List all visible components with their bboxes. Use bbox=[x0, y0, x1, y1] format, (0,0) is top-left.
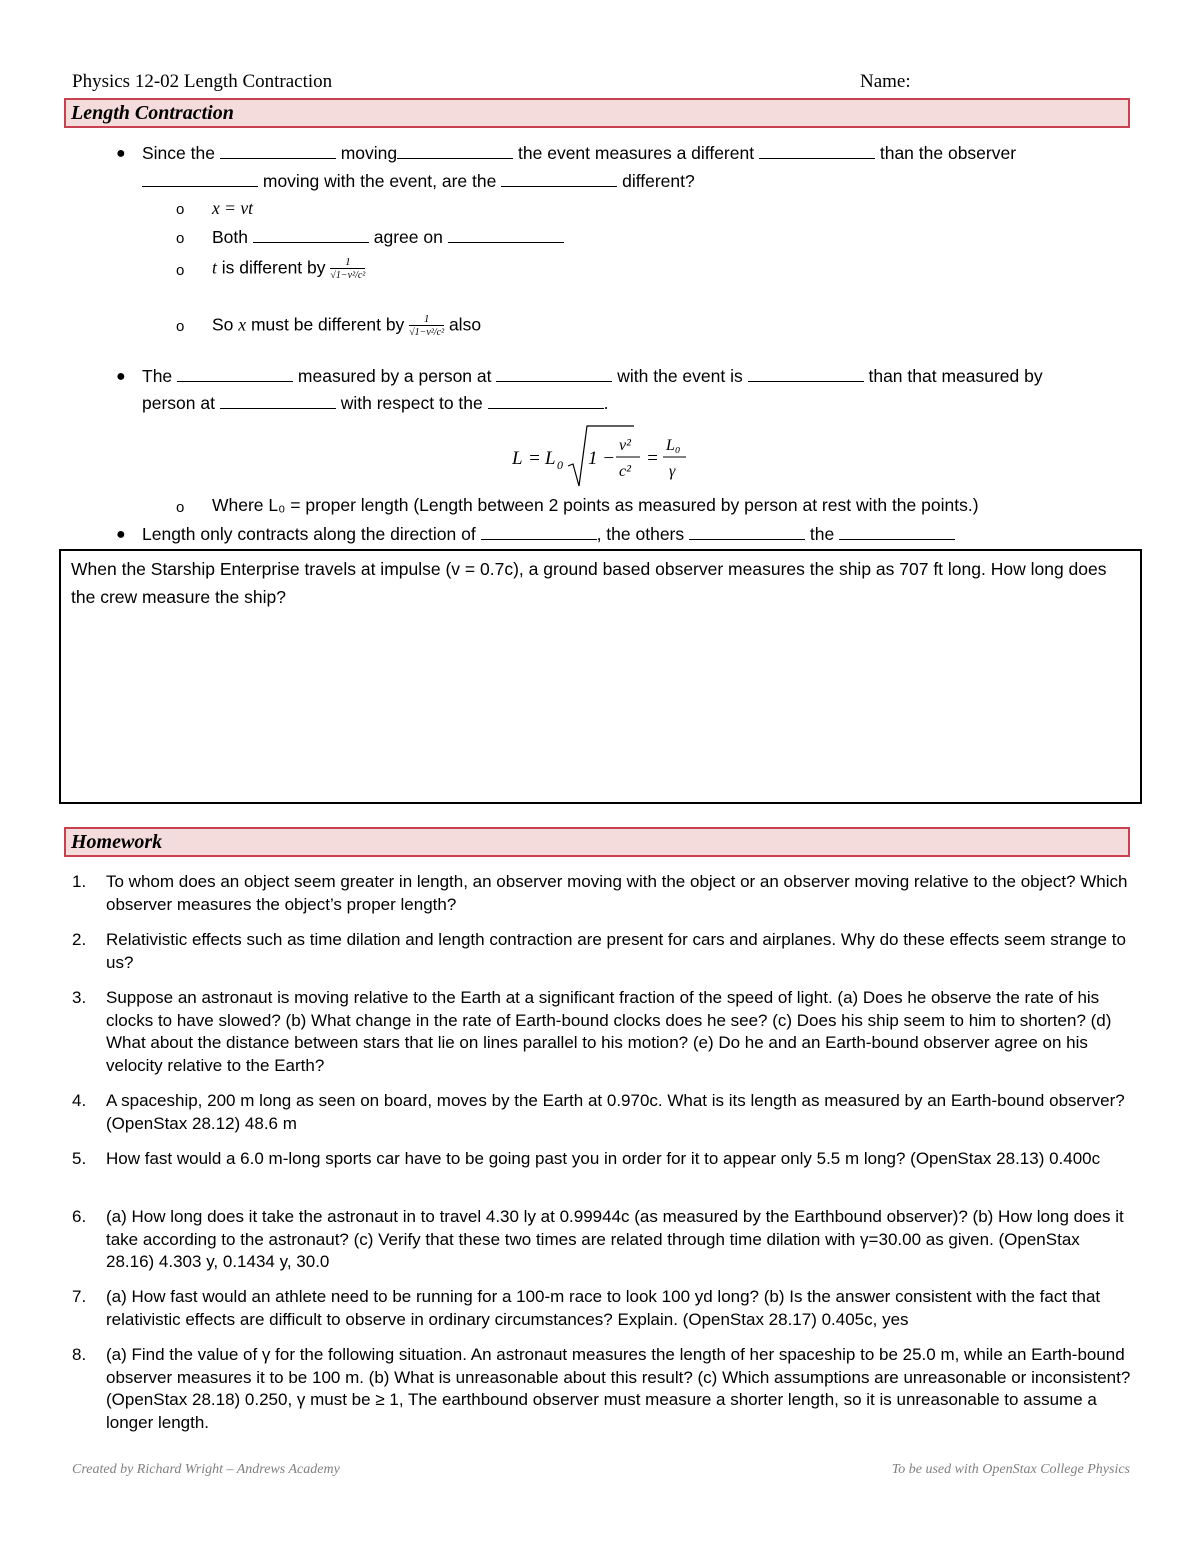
section-heading-homework bbox=[64, 827, 1130, 857]
sub-bullet-icon: o bbox=[176, 318, 185, 335]
note-line: Both agree on bbox=[212, 226, 564, 248]
formula-rhs-num: L₀ bbox=[666, 437, 681, 454]
note-line: Since the moving the event measures a different than the observer bbox=[142, 143, 1017, 163]
fill-blank[interactable] bbox=[496, 367, 612, 382]
section-heading-length-contraction bbox=[64, 98, 1130, 128]
note-line: Where L₀ = proper length (Length between 2 points as measured by person at rest with the points.) bbox=[212, 495, 979, 515]
section-title: Length Contraction bbox=[71, 102, 234, 124]
fill-blank[interactable] bbox=[448, 228, 564, 243]
gamma-fraction: $\frac{1}{\text{√1−v²/c²}}$ bbox=[409, 313, 445, 338]
formula-one-minus: 1 − bbox=[588, 448, 616, 469]
formula-L: L bbox=[512, 448, 523, 469]
note-line: So x must be different by $\frac{1}{\text{√1−v²/c²}}$ also bbox=[212, 313, 482, 338]
sub-bullet-icon: o bbox=[176, 499, 185, 516]
fill-blank[interactable] bbox=[177, 367, 293, 382]
fill-blank[interactable] bbox=[839, 525, 955, 540]
note-line: person at with respect to the . bbox=[142, 393, 609, 413]
note-line: Length only contracts along the direction of , the others the bbox=[142, 523, 955, 545]
fill-blank[interactable] bbox=[488, 394, 604, 409]
fill-blank[interactable] bbox=[220, 394, 336, 409]
length-contraction-formula bbox=[512, 424, 702, 490]
note-line: moving with the event, are the different? bbox=[142, 170, 695, 192]
sub-bullet-icon: o bbox=[176, 262, 185, 279]
bullet-icon: ● bbox=[116, 368, 126, 385]
fill-blank[interactable] bbox=[481, 525, 597, 540]
formula-equals-2: = bbox=[646, 448, 659, 469]
note-line: t is different by $\frac{1}{\text{√1−v²/c²}}$ bbox=[212, 256, 366, 281]
worksheet-title: Physics 12-02 Length Contraction bbox=[72, 71, 333, 92]
note-line: The measured by a person at with the event is than that measured by bbox=[142, 366, 1043, 386]
example-problem-box[interactable] bbox=[59, 549, 1142, 804]
sub-bullet-icon: o bbox=[176, 230, 185, 247]
note-line: x = vt bbox=[212, 198, 253, 218]
fill-blank[interactable] bbox=[253, 228, 369, 243]
gamma-fraction: $\frac{1}{\text{√1−v²/c²}}$ bbox=[330, 256, 366, 281]
section-title: Homework bbox=[71, 831, 163, 853]
formula-L0: L bbox=[545, 448, 556, 469]
worksheet-page: Physics 12-02 Length Contraction Name: Length Contraction ● Since the moving the event measures a different than the observer moving with the event, are the different? o x = vt o Both agree on o t is different by $\frac{1}{\text{√1−v²/c²}}$ o So x must be different by $\frac{1}{\text{√1−v²/c²}}$ also ● The measured by a person at with the event is than that measured by person at with respect to the . L = L 0 1 − v² c² = L₀ γ o Where L₀ = proper length (Length between 2 points as measured by person at rest with the points.) ● Length only contracts along the direction of , the others the When the Starship Enterprise travels at impulse (v = 0.7c), a ground based observer measures the ship as 707 ft long. How long does the crew measure the ship? Homework 1. To whom does an object seem greater in length, an observer moving with the object or an observer moving relative to the object? Which observer measures the object’s proper length? 2. Relativistic effects such as time dilation and length contraction are present for cars and airplanes. Why do these effects seem strange to us? 3. Suppose an astronaut is moving relative to the Earth at a significant fraction of the speed of light. (a) Does he observe the rate of his clocks to have slowed? (b) What change in the rate of Earth-bound clocks does he see? (c) Does his ship seem to him to shorten? (d) What about the distance between stars that lie on lines parallel to his motion? (e) Do he and an Earth-bound observer agree on his velocity relative to the Earth? 4. A spaceship, 200 m long as seen on board, moves by the Earth at 0.970c. What is its length as measured by an Earth-bound observer? (OpenStax 28.12) 48.6 m 5. How fast would a 6.0 m-long sports car have to be going past you in order for it to appear only 5.5 m long? (OpenStax 28.13) 0.400c 6. (a) How long does it take the astronaut in to travel 4.30 ly at 0.99944c (as measured by the Earthbound observer)? (b) How long does it take according to the astronaut? (c) Verify that these two times are related through time dilation with γ=30.00 as given. (OpenStax 28.16) 4.303 y, 0.1434 y, 30.0 7. (a) How fast would an athlete need to be running for a 100-m race to look 100 yd long? (b) Is the answer consistent with the fact that relativistic effects are difficult to observe in ordinary circumstances? Explain. (OpenStax 28.17) 0.405c, yes 8. (a) Find the value of γ for the following situation. An astronaut measures the length of her spaceship to be 25.0 m, while an Earth-bound observer measures it to be 100 m. (b) What is unreasonable about this result? (c) Which assumptions are unreasonable or inconsistent? (OpenStax 28.18) 0.250, γ must be ≥ 1, The earthbound observer must measure a shorter length, so it is unreasonable to assume a longer length. Created by Richard Wright – Andrews Academy To be used with OpenStax College Physics bbox=[0, 0, 1200, 1553]
footer-credit: Created by Richard Wright – Andrews Academy bbox=[72, 1462, 340, 1477]
formula-v2: v² bbox=[619, 437, 631, 454]
fill-blank[interactable] bbox=[397, 144, 513, 159]
example-problem-text: When the Starship Enterprise travels at impulse (v = 0.7c), a ground based observer measures the ship as 707 ft long. How long does the crew measure the ship? bbox=[71, 559, 1107, 607]
fill-blank[interactable] bbox=[142, 172, 258, 187]
formula-equals: = bbox=[528, 448, 541, 469]
fill-blank[interactable] bbox=[748, 367, 864, 382]
formula-c2: c² bbox=[619, 463, 631, 480]
fill-blank[interactable] bbox=[501, 172, 617, 187]
formula-rhs-den: γ bbox=[669, 463, 676, 480]
fill-blank[interactable] bbox=[220, 144, 336, 159]
name-field-label: Name: bbox=[860, 71, 911, 92]
formula-graphic bbox=[512, 424, 702, 490]
formula-subscript: 0 bbox=[557, 458, 563, 472]
bullet-icon: ● bbox=[116, 526, 126, 543]
fill-blank[interactable] bbox=[689, 525, 805, 540]
bullet-icon: ● bbox=[116, 145, 126, 162]
fill-blank[interactable] bbox=[759, 144, 875, 159]
footer-source: To be used with OpenStax College Physics bbox=[891, 1462, 1130, 1477]
sub-bullet-icon: o bbox=[176, 201, 185, 218]
